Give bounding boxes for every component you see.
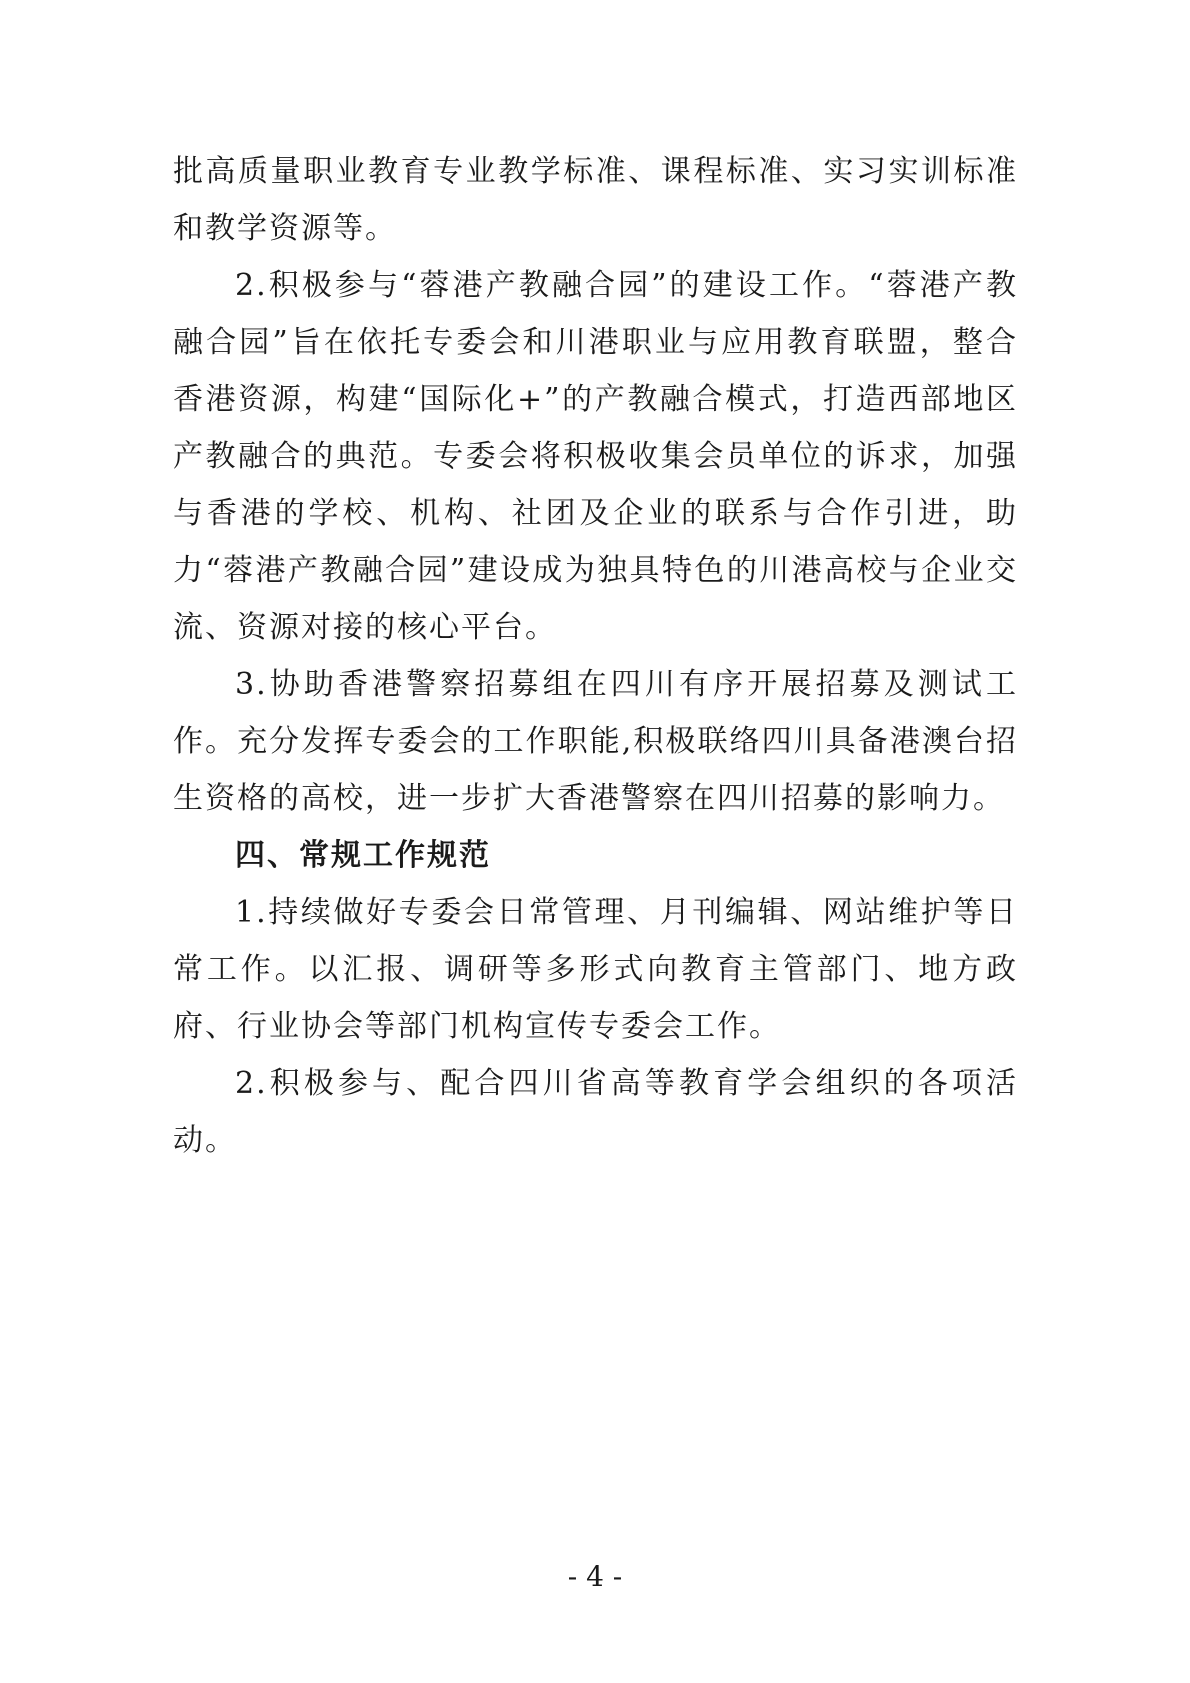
section-paragraph-item-1: 1.持续做好专委会日常管理、月刊编辑、网站维护等日常工作。以汇报、调研等多形式向教育主管部门、地方政府、行业协会等部门机构宣传专委会工作。 <box>173 895 1018 1044</box>
paragraph-continuation: 批高质量职业教育专业教学标准、课程标准、实习实训标准和教学资源等。 <box>173 154 1018 246</box>
section-heading: 四、常规工作规范 <box>235 838 491 873</box>
page-number: - 4 - <box>567 1560 623 1593</box>
section-paragraph-item-2: 2.积极参与、配合四川省高等教育学会组织的各项活动。 <box>173 1066 1018 1158</box>
paragraph-item-2: 2.积极参与“蓉港产教融合园”的建设工作。“蓉港产教融合园”旨在依托专委会和川港职业与应用教育联盟，整合香港资源，构建“国际化+”的产教融合模式，打造西部地区产教融合的典范。专委会将积极收集会员单位的诉求，加强与香港的学校、机构、社团及企业的联系与合作引进，助力“蓉港产教融合园”建设成为独具特色的川港高校与企业交流、资源对接的核心平台。 <box>173 268 1018 645</box>
document-body <box>173 143 1018 1169</box>
paragraph-item-3: 3.协助香港警察招募组在四川有序开展招募及测试工作。充分发挥专委会的工作职能,积极联络四川具备港澳台招生资格的高校，进一步扩大香港警察在四川招募的影响力。 <box>173 667 1018 816</box>
